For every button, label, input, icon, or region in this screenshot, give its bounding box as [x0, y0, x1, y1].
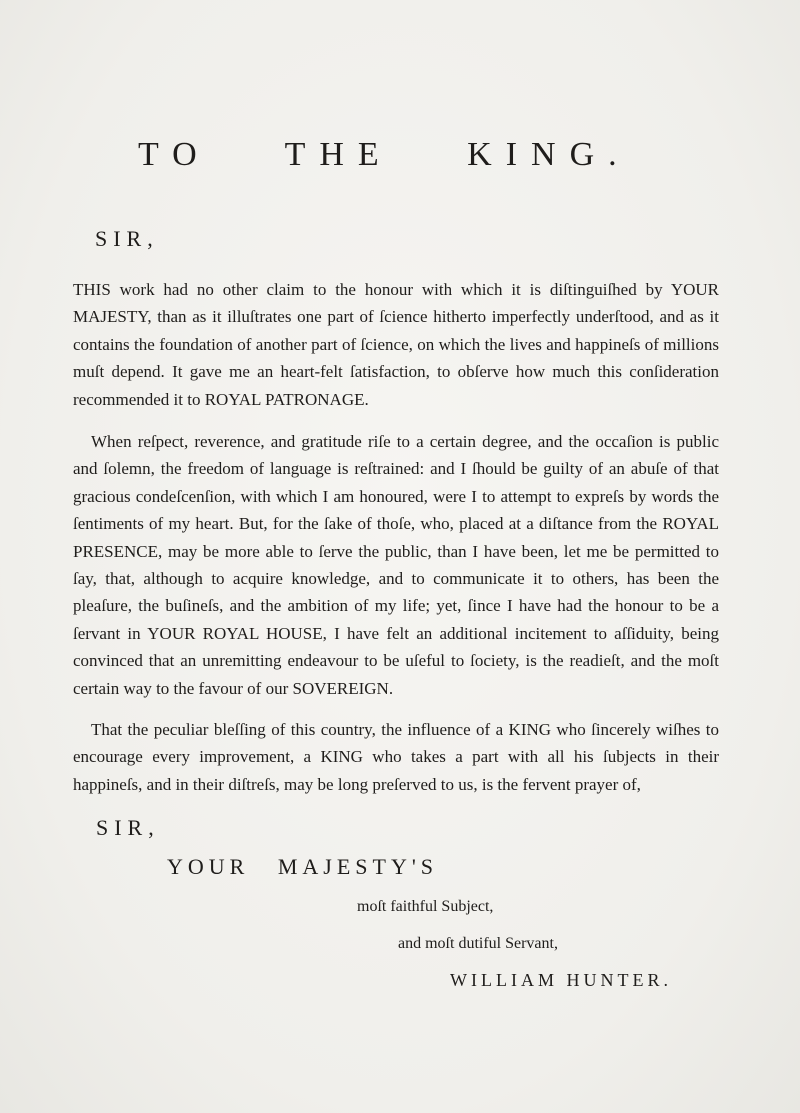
dedication-title: TO THE KING. [138, 136, 631, 173]
closing-majesty: YOUR MAJESTY'S [167, 854, 439, 879]
dutiful-servant-line: and moſt dutiful Servant, [398, 935, 558, 952]
closing-salutation: SIR, [96, 815, 160, 840]
faithful-subject-line: moſt faithful Subject, [357, 898, 494, 915]
paragraph-2: When reſpect, reverence, and gratitude riſe to a certain degree, and the occaſion is public and ſolemn, the freedom of language is reſtrained: and I ſhould be guilty of an abuſe of that gracious condeſcenſion, with which I am honoured, were I to attempt to expreſs by words the ſentiments of my heart. But, for the ſake of thoſe, who, placed at a diſtance from the ROYAL PRESENCE, may be more able to ſerve the public, than I have been, let me be permitted to ſay, that, although to acquire knowledge, and to communicate it to others, has been the pleaſure, the buſineſs, and the ambition of my life; yet, ſince I have had the honour to be a ſervant in YOUR ROYAL HOUSE, I have felt an additional incitement to aſſiduity, being convinced that an unremitting endeavour to be uſeful to ſociety, is the readieſt, and the moſt certain way to the favour of our SOVEREIGN. [73, 432, 719, 698]
paragraph-1: THIS work had no other claim to the honour with which it is diſtinguiſhed by YOUR MAJESTY, than as it illuſtrates one part of ſcience hitherto imperfectly underſtood, and as it contains the foundation of another part of ſcience, on which the lives and happineſs of millions muſt depend. It gave me an heart-felt ſatisfaction, to obſerve how much this conſideration recommended it to ROYAL PATRONAGE. [73, 280, 719, 409]
signature: WILLIAM HUNTER. [450, 970, 672, 990]
salutation: SIR, [95, 226, 159, 251]
paragraph-3: That the peculiar bleſſing of this country, the influence of a KING who ſincerely wiſhes to encourage every improvement, a KING who takes a part with all his ſubjects in their happineſs, and in their diſtreſs, may be long preſerved to us, is the fervent prayer of, [73, 720, 719, 794]
